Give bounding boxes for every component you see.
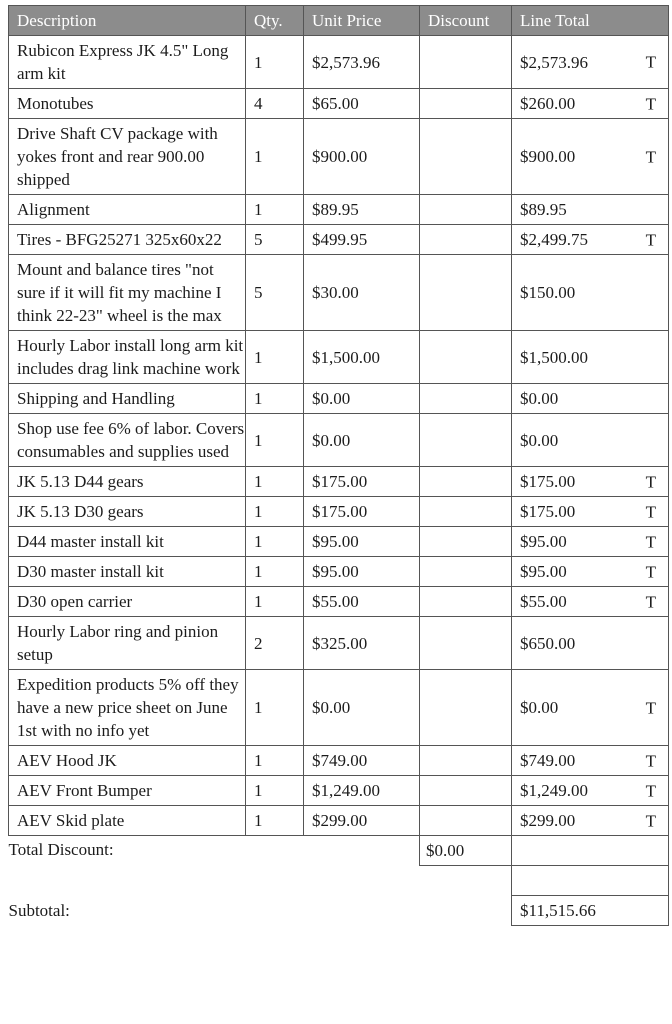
item-tax-flag: T <box>645 781 656 800</box>
item-discount <box>420 670 512 746</box>
table-row <box>9 467 669 497</box>
item-discount <box>420 527 512 557</box>
item-qty: 1 <box>246 806 304 836</box>
total-discount-row <box>9 836 669 866</box>
header-description: Description <box>9 6 246 36</box>
item-qty: 1 <box>246 776 304 806</box>
subtotal-value: $11,515.66 <box>512 896 669 926</box>
item-unit-price: $175.00 <box>304 467 420 497</box>
item-line-total: $55.00 <box>520 592 567 611</box>
item-qty: 2 <box>246 617 304 670</box>
item-description: Drive Shaft CV package with yokes front and rear 900.00 shipped <box>9 119 246 195</box>
item-description: Mount and balance tires "not sure if it will fit my machine I think 22-23" wheel is the max <box>9 255 246 331</box>
item-line-total-cell <box>512 497 669 527</box>
total-discount-label: Total Discount: <box>8 840 114 859</box>
table-row <box>9 527 669 557</box>
item-discount <box>420 776 512 806</box>
item-unit-price: $299.00 <box>304 806 420 836</box>
item-line-total-cell <box>512 557 669 587</box>
item-line-total: $95.00 <box>520 532 567 551</box>
item-tax-flag: T <box>645 52 656 72</box>
item-qty: 1 <box>246 384 304 414</box>
item-line-total-cell <box>512 36 669 89</box>
item-tax-flag: T <box>645 532 656 551</box>
item-description: AEV Hood JK <box>9 746 246 776</box>
item-discount <box>420 384 512 414</box>
item-qty: 1 <box>246 587 304 617</box>
item-discount <box>420 331 512 384</box>
item-line-total-cell <box>512 776 669 806</box>
item-line-total: $900.00 <box>520 147 576 166</box>
item-line-total: $749.00 <box>520 751 576 770</box>
item-line-total: $650.00 <box>520 633 576 653</box>
item-line-total: $1,500.00 <box>520 347 588 367</box>
item-qty: 1 <box>246 414 304 467</box>
header-unit-price: Unit Price <box>304 6 420 36</box>
item-discount <box>420 746 512 776</box>
item-unit-price: $1,249.00 <box>304 776 420 806</box>
subtotal-label: Subtotal: <box>8 901 70 920</box>
header-discount: Discount <box>420 6 512 36</box>
item-line-total: $2,499.75 <box>520 230 588 249</box>
item-unit-price: $89.95 <box>304 195 420 225</box>
item-unit-price: $0.00 <box>304 670 420 746</box>
item-tax-flag: T <box>645 751 656 770</box>
item-line-total-cell <box>512 617 669 670</box>
table-row <box>9 617 669 670</box>
item-line-total: $0.00 <box>520 430 559 450</box>
spacer-cell <box>9 866 512 896</box>
invoice-footer <box>9 836 669 926</box>
item-unit-price: $749.00 <box>304 746 420 776</box>
item-qty: 1 <box>246 670 304 746</box>
item-qty: 1 <box>246 119 304 195</box>
item-unit-price: $95.00 <box>304 557 420 587</box>
item-line-total-cell <box>512 587 669 617</box>
table-row <box>9 746 669 776</box>
total-discount-total-cell <box>512 836 669 866</box>
item-discount <box>420 467 512 497</box>
item-qty: 4 <box>246 89 304 119</box>
item-qty: 1 <box>246 497 304 527</box>
item-unit-price: $175.00 <box>304 497 420 527</box>
table-row <box>9 670 669 746</box>
item-unit-price: $55.00 <box>304 587 420 617</box>
item-qty: 5 <box>246 225 304 255</box>
total-discount-value: $0.00 <box>420 836 512 866</box>
item-discount <box>420 36 512 89</box>
item-line-total: $175.00 <box>520 502 576 521</box>
table-row <box>9 255 669 331</box>
item-tax-flag: T <box>645 592 656 611</box>
table-row <box>9 384 669 414</box>
item-description: Rubicon Express JK 4.5" Long arm kit <box>9 36 246 89</box>
item-tax-flag: T <box>645 562 656 581</box>
item-line-total: $299.00 <box>520 811 576 830</box>
subtotal-row <box>9 896 669 926</box>
item-description: AEV Skid plate <box>9 806 246 836</box>
spacer-total-cell <box>512 866 669 896</box>
item-description: D44 master install kit <box>9 527 246 557</box>
item-line-total: $260.00 <box>520 94 576 113</box>
item-line-total-cell <box>512 467 669 497</box>
item-description: JK 5.13 D44 gears <box>9 467 246 497</box>
item-unit-price: $95.00 <box>304 527 420 557</box>
table-row <box>9 195 669 225</box>
item-tax-flag: T <box>645 230 656 249</box>
item-description: Hourly Labor ring and pinion setup <box>9 617 246 670</box>
spacer-row <box>9 866 669 896</box>
table-row <box>9 587 669 617</box>
item-tax-flag: T <box>645 147 656 166</box>
item-discount <box>420 617 512 670</box>
item-line-total-cell <box>512 806 669 836</box>
table-row <box>9 225 669 255</box>
item-description: Hourly Labor install long arm kit includes drag link machine work <box>9 331 246 384</box>
item-line-total: $0.00 <box>520 389 559 408</box>
header-qty: Qty. <box>246 6 304 36</box>
item-qty: 1 <box>246 36 304 89</box>
item-description: D30 open carrier <box>9 587 246 617</box>
item-line-total-cell <box>512 331 669 384</box>
item-unit-price: $900.00 <box>304 119 420 195</box>
table-row <box>9 806 669 836</box>
item-discount <box>420 89 512 119</box>
item-description: Tires - BFG25271 325x60x22 <box>9 225 246 255</box>
item-line-total-cell <box>512 89 669 119</box>
item-description: Shipping and Handling <box>9 384 246 414</box>
line-items <box>9 36 669 836</box>
item-unit-price: $1,500.00 <box>304 331 420 384</box>
item-description: Shop use fee 6% of labor. Covers consumables and supplies used <box>9 414 246 467</box>
item-line-total-cell <box>512 119 669 195</box>
item-unit-price: $325.00 <box>304 617 420 670</box>
table-row <box>9 331 669 384</box>
item-discount <box>420 255 512 331</box>
item-line-total: $175.00 <box>520 472 576 491</box>
table-row <box>9 497 669 527</box>
item-qty: 1 <box>246 557 304 587</box>
item-description: JK 5.13 D30 gears <box>9 497 246 527</box>
item-discount <box>420 806 512 836</box>
item-description: AEV Front Bumper <box>9 776 246 806</box>
item-line-total: $150.00 <box>520 283 576 302</box>
item-discount <box>420 195 512 225</box>
invoice-table <box>8 5 669 926</box>
item-line-total: $95.00 <box>520 562 567 581</box>
item-line-total-cell <box>512 527 669 557</box>
item-qty: 1 <box>246 527 304 557</box>
item-discount <box>420 587 512 617</box>
item-tax-flag: T <box>645 698 656 717</box>
item-line-total-cell <box>512 255 669 331</box>
item-discount <box>420 557 512 587</box>
item-description: D30 master install kit <box>9 557 246 587</box>
item-tax-flag: T <box>645 94 656 113</box>
item-line-total-cell <box>512 225 669 255</box>
item-unit-price: $499.95 <box>304 225 420 255</box>
item-qty: 1 <box>246 746 304 776</box>
item-line-total: $89.95 <box>520 200 567 219</box>
item-unit-price: $30.00 <box>304 255 420 331</box>
item-line-total-cell <box>512 414 669 467</box>
item-line-total: $1,249.00 <box>520 781 588 800</box>
header-row <box>9 6 669 36</box>
item-unit-price: $0.00 <box>304 384 420 414</box>
item-line-total-cell <box>512 195 669 225</box>
item-tax-flag: T <box>645 811 656 830</box>
item-discount <box>420 119 512 195</box>
item-qty: 1 <box>246 467 304 497</box>
item-discount <box>420 414 512 467</box>
item-unit-price: $0.00 <box>304 414 420 467</box>
item-tax-flag: T <box>645 472 656 491</box>
item-line-total: $2,573.96 <box>520 52 588 72</box>
table-row <box>9 36 669 89</box>
item-description: Monotubes <box>9 89 246 119</box>
item-line-total-cell <box>512 384 669 414</box>
table-row <box>9 119 669 195</box>
item-description: Expedition products 5% off they have a new price sheet on June 1st with no info yet <box>9 670 246 746</box>
item-tax-flag: T <box>645 502 656 521</box>
item-unit-price: $2,573.96 <box>304 36 420 89</box>
item-line-total: $0.00 <box>520 698 559 717</box>
item-discount <box>420 225 512 255</box>
item-line-total-cell <box>512 670 669 746</box>
item-discount <box>420 497 512 527</box>
item-qty: 1 <box>246 331 304 384</box>
table-row <box>9 414 669 467</box>
table-row <box>9 557 669 587</box>
item-unit-price: $65.00 <box>304 89 420 119</box>
header-line-total: Line Total <box>512 6 669 36</box>
table-row <box>9 776 669 806</box>
item-qty: 1 <box>246 195 304 225</box>
item-line-total-cell <box>512 746 669 776</box>
item-description: Alignment <box>9 195 246 225</box>
table-row <box>9 89 669 119</box>
item-qty: 5 <box>246 255 304 331</box>
